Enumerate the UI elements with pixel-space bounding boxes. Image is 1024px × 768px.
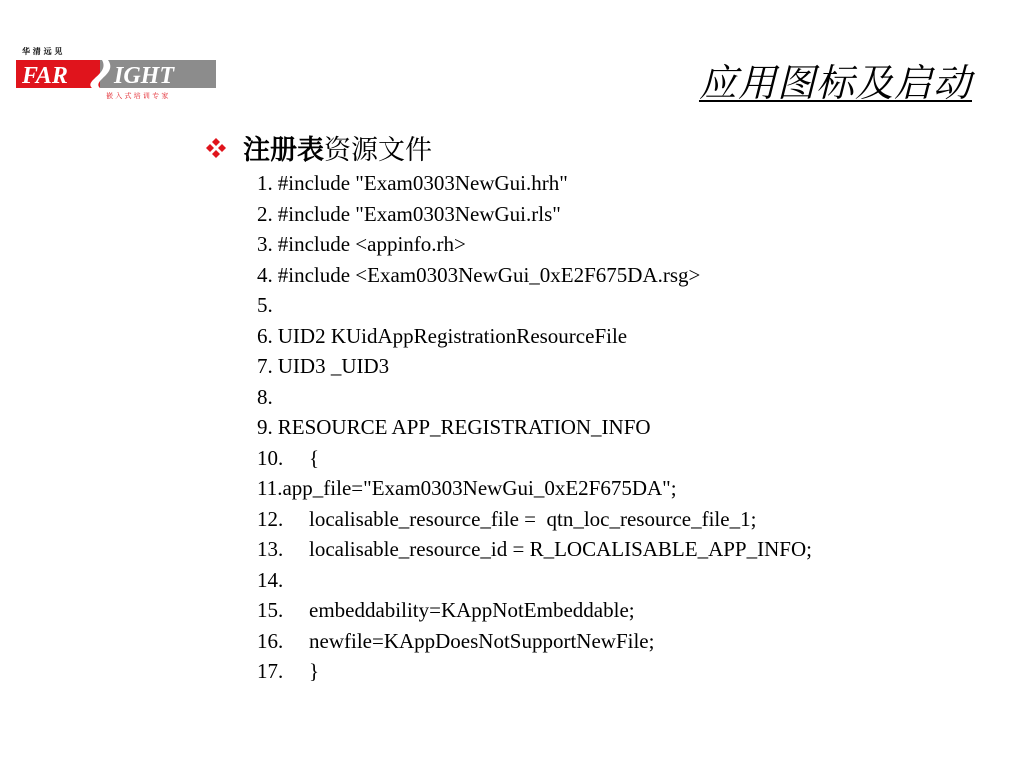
bullet-bold-text: 注册表	[243, 135, 324, 166]
farsight-logo	[14, 44, 220, 102]
logo-brand-left: FAR	[22, 63, 68, 89]
line-number: 11.	[257, 476, 283, 500]
line-number: 2.	[257, 201, 273, 226]
line-number: 10.	[257, 445, 284, 470]
line-number: 7.	[257, 354, 273, 378]
line-text: #include "Exam0303NewGui.hrh"	[277, 171, 568, 195]
line-number: 6.	[257, 323, 273, 348]
line-number: 1.	[257, 171, 273, 195]
line-text: localisable_resource_id = R_LOCALISABLE_APP_INFO;	[309, 537, 812, 561]
line-number: 14.	[257, 567, 284, 592]
line-number: 9.	[257, 415, 273, 439]
code-line	[257, 321, 812, 352]
line-text: }	[309, 659, 320, 683]
line-text: #include <Exam0303NewGui_0xE2F675DA.rsg>	[277, 262, 701, 287]
line-text: #include <appinfo.rh>	[277, 232, 466, 256]
line-text: #include "Exam0303NewGui.rls"	[277, 201, 561, 226]
line-number: 3.	[257, 232, 273, 256]
line-number: 15.	[257, 598, 284, 622]
code-line	[257, 565, 812, 596]
line-number: 16.	[257, 628, 284, 653]
code-line	[257, 504, 812, 535]
bullet-heading	[205, 128, 432, 167]
logo-sub-text: 嵌 入 式 培 训 专 家	[106, 92, 169, 100]
code-line	[257, 290, 812, 321]
logo-top-text: 华 清 远 见	[22, 47, 63, 56]
line-number: 4.	[257, 262, 273, 287]
line-number: 13.	[257, 537, 284, 561]
logo-brand-right: IGHT	[114, 63, 174, 89]
code-line	[257, 412, 812, 443]
farsight-logo-graphic	[14, 44, 220, 102]
line-text: embeddability=KAppNotEmbeddable;	[309, 598, 635, 622]
line-text: UID3 _UID3	[277, 354, 390, 378]
line-number: 12.	[257, 506, 284, 531]
slide-title: 应用图标及启动	[698, 61, 972, 105]
code-line	[257, 443, 812, 474]
code-line	[257, 382, 812, 413]
diamond-cluster-icon	[205, 137, 227, 159]
code-line	[257, 626, 812, 657]
line-number: 8.	[257, 384, 273, 409]
line-text: app_file="Exam0303NewGui_0xE2F675DA";	[282, 476, 677, 500]
bullet-normal-text: 资源文件	[324, 135, 432, 166]
code-line	[257, 168, 812, 199]
line-number: 5.	[257, 293, 273, 317]
code-listing	[257, 168, 812, 687]
line-text: RESOURCE APP_REGISTRATION_INFO	[277, 415, 651, 439]
code-line	[257, 199, 812, 230]
line-text: newfile=KAppDoesNotSupportNewFile;	[309, 628, 655, 653]
code-line	[257, 351, 812, 382]
line-text: {	[309, 445, 320, 470]
code-line	[257, 260, 812, 291]
line-text: UID2 KUidAppRegistrationResourceFile	[277, 323, 628, 348]
code-line	[257, 534, 812, 565]
line-text: localisable_resource_file = qtn_loc_resource_file_1;	[309, 506, 757, 531]
line-number: 17.	[257, 659, 284, 683]
code-line	[257, 229, 812, 260]
code-line	[257, 595, 812, 626]
code-line	[257, 473, 812, 504]
code-line	[257, 656, 812, 687]
